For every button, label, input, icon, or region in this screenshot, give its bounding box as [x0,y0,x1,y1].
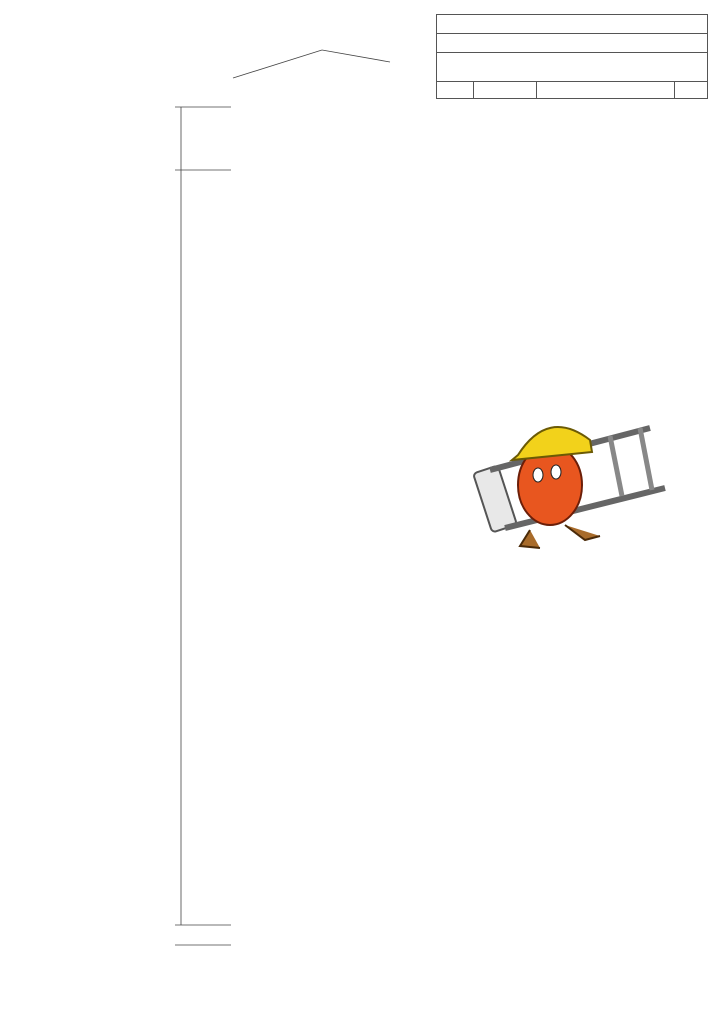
dr-scaffold-mascot-logo [473,427,665,548]
header-description [537,82,675,99]
table-subtitle [437,34,708,53]
parts-list-table [436,14,708,99]
table-spec [437,53,708,82]
header-qty [675,82,708,99]
table-title [437,15,708,34]
dimension-lines [175,50,390,945]
header-code [474,82,537,99]
header-item [437,82,474,99]
table-header-row [437,82,708,99]
